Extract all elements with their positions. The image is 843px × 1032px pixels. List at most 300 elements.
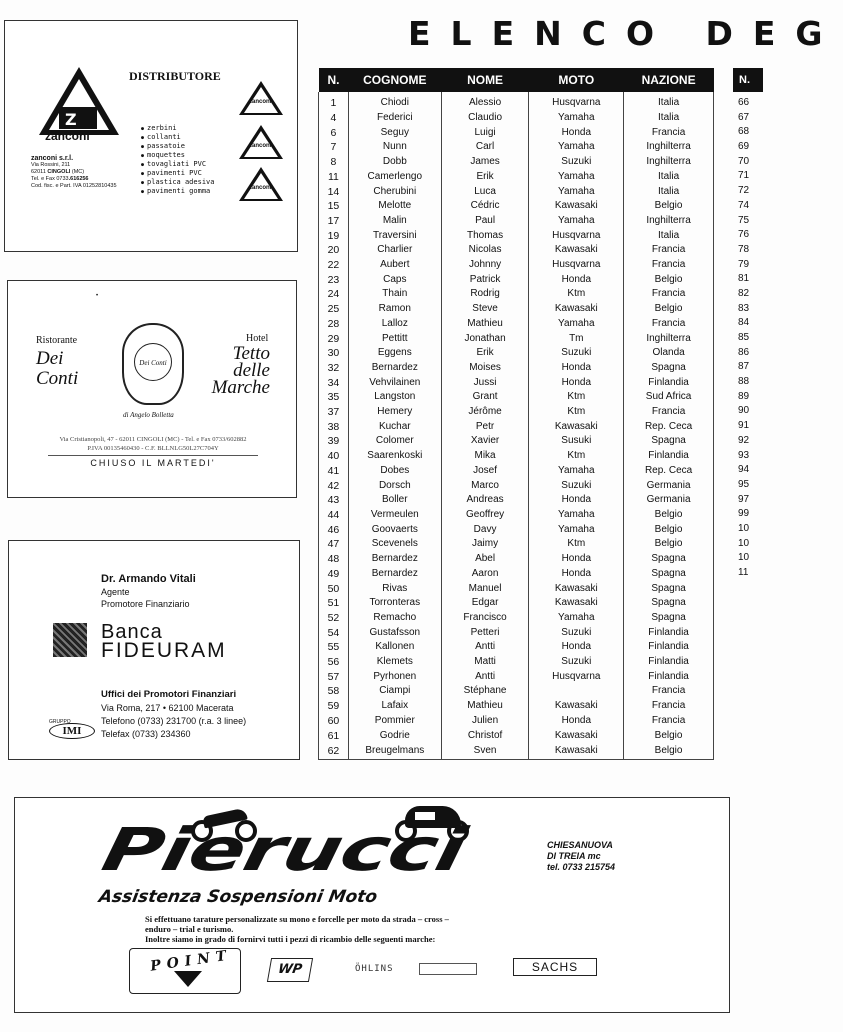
- rider-number: 24: [319, 287, 349, 302]
- rider-name: Grant: [441, 390, 529, 405]
- rider-surname: Cherubini: [348, 185, 441, 200]
- table-row: [319, 420, 714, 435]
- office-phone: Telefono (0733) 231700 (r.a. 3 linee): [101, 716, 247, 726]
- rider-name: Erik: [441, 346, 529, 361]
- rider-surname: Kallonen: [348, 640, 441, 655]
- rider-nation: Finlandia: [624, 670, 714, 685]
- table-row: [319, 714, 714, 729]
- rider-nation: Francia: [624, 317, 714, 332]
- ristorante-ad: [7, 280, 297, 498]
- rider-name: Patrick: [441, 273, 529, 288]
- rider-surname: Scevenels: [348, 537, 441, 552]
- rider-bike: Honda: [529, 552, 624, 567]
- table-row: [319, 493, 714, 508]
- rider-surname: Vehvilainen: [348, 376, 441, 391]
- rider-nation: Francia: [624, 714, 714, 729]
- rider-nation: Francia: [624, 684, 714, 699]
- rider-nation: Belgio: [624, 537, 714, 552]
- rider-nation: Francia: [624, 287, 714, 302]
- table-row: [319, 390, 714, 405]
- rider-number-2: 88: [738, 376, 750, 388]
- rider-nation: Inghilterra: [624, 140, 714, 155]
- rider-number-2: 68: [738, 126, 750, 138]
- rider-nation: Italia: [624, 229, 714, 244]
- table-row: [319, 626, 714, 641]
- rider-number: 54: [319, 626, 349, 641]
- rider-number: 47: [319, 537, 349, 552]
- table-row: [319, 743, 714, 759]
- rider-number: 60: [319, 714, 349, 729]
- rider-number: 52: [319, 611, 349, 626]
- rider-bike: Kawasaki: [529, 199, 624, 214]
- rider-bike: Kawasaki: [529, 582, 624, 597]
- rider-number: 19: [319, 229, 349, 244]
- rider-nation: Belgio: [624, 743, 714, 759]
- col-bike: MOTO: [529, 68, 624, 92]
- rider-number-2: 81: [738, 273, 750, 285]
- rider-name: Marco: [441, 479, 529, 494]
- ristorante-label: Ristorante: [36, 335, 78, 346]
- rider-bike: Honda: [529, 640, 624, 655]
- rider-number: 11: [319, 170, 349, 185]
- rider-surname: Dobes: [348, 464, 441, 479]
- rider-number: 38: [319, 420, 349, 435]
- ristorante-name: Dei Conti: [36, 348, 79, 389]
- rider-surname: Langston: [348, 390, 441, 405]
- table-row: [319, 258, 714, 273]
- rider-nation: Spagna: [624, 596, 714, 611]
- imi-logo-icon: IMI: [49, 723, 95, 739]
- rider-bike: Kawasaki: [529, 420, 624, 435]
- hotel-name: Tetto delle Marche: [211, 343, 270, 398]
- rider-number-2: 90: [738, 405, 750, 417]
- rider-name: Luca: [441, 185, 529, 200]
- rider-number: 46: [319, 523, 349, 538]
- rider-number: 8: [319, 155, 349, 170]
- rider-nation: Italia: [624, 185, 714, 200]
- rider-bike: Yamaha: [529, 508, 624, 523]
- rider-nation: Rep. Ceca: [624, 464, 714, 479]
- rider-name: Andreas: [441, 493, 529, 508]
- rider-surname: Federici: [348, 111, 441, 126]
- rider-nation: Francia: [624, 699, 714, 714]
- rider-surname: Breugelmans: [348, 743, 441, 759]
- rider-nation: Spagna: [624, 361, 714, 376]
- rider-surname: Melotte: [348, 199, 441, 214]
- rider-surname: Malin: [348, 214, 441, 229]
- table-row: [319, 684, 714, 699]
- rider-number: 40: [319, 449, 349, 464]
- bank-name-2: FIDEURAM: [101, 639, 227, 662]
- rider-name: Matti: [441, 655, 529, 670]
- list-item: ● zerbini: [141, 124, 214, 133]
- wp-logo: WP: [267, 958, 313, 982]
- hotel-label: Hotel: [246, 333, 269, 344]
- rider-name: Jérôme: [441, 405, 529, 420]
- pierucci-address: CHIESANUOVA DI TREIA mc tel. 0733 215754: [547, 840, 616, 872]
- rider-name: Carl: [441, 140, 529, 155]
- table-row: [319, 214, 714, 229]
- rider-name: Abel: [441, 552, 529, 567]
- rider-number: 50: [319, 582, 349, 597]
- rider-surname: Kuchar: [348, 420, 441, 435]
- rider-bike: Suzuki: [529, 155, 624, 170]
- brand-subtitle: Assistenza Sospensioni Moto: [97, 887, 379, 907]
- rider-surname: Colomer: [348, 434, 441, 449]
- rider-number-2: 74: [738, 199, 750, 211]
- rider-bike: Honda: [529, 567, 624, 582]
- rider-surname: Boller: [348, 493, 441, 508]
- rider-surname: Charlier: [348, 243, 441, 258]
- rider-nation: Italia: [624, 170, 714, 185]
- zanconi-small-logo-2: zanconi: [239, 125, 283, 159]
- rider-nation: Belgio: [624, 273, 714, 288]
- rider-name: James: [441, 155, 529, 170]
- rider-name: Davy: [441, 523, 529, 538]
- rider-number-2: 11: [738, 567, 749, 578]
- rider-number-2: 87: [738, 361, 750, 373]
- rider-nation: Belgio: [624, 302, 714, 317]
- rider-name: Xavier: [441, 434, 529, 449]
- rider-number-2: 69: [738, 141, 750, 153]
- table-row: [319, 567, 714, 582]
- rider-number: 37: [319, 405, 349, 420]
- rider-name: Thomas: [441, 229, 529, 244]
- imi-gruppo: GRUPPO: [49, 719, 71, 725]
- rider-number-2: 92: [738, 434, 750, 446]
- rider-bike: Yamaha: [529, 611, 624, 626]
- table-row: [319, 640, 714, 655]
- rider-surname: Vermeulen: [348, 508, 441, 523]
- rider-bike: Kawasaki: [529, 302, 624, 317]
- rider-surname: Torronteras: [348, 596, 441, 611]
- rider-number-2: 86: [738, 346, 750, 358]
- col-number-2: N.: [733, 68, 763, 92]
- rider-surname: Ciampi: [348, 684, 441, 699]
- rider-nation: Inghilterra: [624, 332, 714, 347]
- rider-bike: Kawasaki: [529, 699, 624, 714]
- rider-number: 43: [319, 493, 349, 508]
- rider-bike: Ktm: [529, 287, 624, 302]
- rider-number-2: 75: [738, 214, 750, 226]
- rider-number: 1: [319, 92, 349, 111]
- rider-name: Steve: [441, 302, 529, 317]
- rider-number-2: 10: [738, 537, 750, 549]
- rider-number: 39: [319, 434, 349, 449]
- rider-number: 48: [319, 552, 349, 567]
- rider-number: 62: [319, 743, 349, 759]
- rider-surname: Pyrhonen: [348, 670, 441, 685]
- rider-bike: Yamaha: [529, 464, 624, 479]
- riders-table-2: [733, 68, 763, 581]
- rider-number-2: 76: [738, 229, 750, 241]
- table-row: [319, 361, 714, 376]
- rider-name: Josef: [441, 464, 529, 479]
- rider-name: Stéphane: [441, 684, 529, 699]
- rider-surname: Chiodi: [348, 92, 441, 111]
- rider-surname: Seguy: [348, 126, 441, 141]
- rider-number-2: 78: [738, 243, 750, 255]
- ristorante-address: Via Cristianopoli, 47 - 62011 CINGOLI (MC) - Tel. e Fax 0733/602882: [59, 436, 247, 443]
- table-row: [319, 405, 714, 420]
- point-logo: POINT: [129, 948, 241, 994]
- rider-number: 41: [319, 464, 349, 479]
- rider-bike: Suzuki: [529, 479, 624, 494]
- rider-bike: Honda: [529, 126, 624, 141]
- rider-number-2: 85: [738, 332, 750, 343]
- rider-surname: Rivas: [348, 582, 441, 597]
- rider-number: 6: [319, 126, 349, 141]
- rider-surname: Nunn: [348, 140, 441, 155]
- rider-surname: Bernardez: [348, 361, 441, 376]
- rider-number-2: 72: [738, 185, 750, 197]
- rider-nation: Rep. Ceca: [624, 420, 714, 435]
- rider-number-2: 82: [738, 287, 750, 299]
- rider-bike: Yamaha: [529, 111, 624, 126]
- rider-bike: Honda: [529, 273, 624, 288]
- ohlins-logo: ÖHLINS: [355, 964, 394, 974]
- zanconi-logo-text: zanconi: [45, 129, 90, 143]
- rider-bike: Kawasaki: [529, 729, 624, 744]
- rider-nation: Belgio: [624, 508, 714, 523]
- rider-name: Rodrig: [441, 287, 529, 302]
- rider-surname: Camerlengo: [348, 170, 441, 185]
- rider-number-2: 10: [738, 522, 750, 534]
- rider-name: Mika: [441, 449, 529, 464]
- product-list: [141, 124, 214, 196]
- rider-number-2: 83: [738, 302, 750, 314]
- rider-nation: Inghilterra: [624, 214, 714, 229]
- table-row: [319, 229, 714, 244]
- table-row: [319, 317, 714, 332]
- rider-number-2: 89: [738, 390, 750, 402]
- rider-nation: Finlandia: [624, 640, 714, 655]
- table-row: [319, 92, 714, 111]
- table-row: [319, 655, 714, 670]
- rider-name: Petr: [441, 420, 529, 435]
- closed-notice: CHIUSO IL MARTEDI': [90, 458, 216, 468]
- rider-bike: Yamaha: [529, 523, 624, 538]
- rider-bike: Yamaha: [529, 185, 624, 200]
- table-row: [319, 479, 714, 494]
- rider-nation: Spagna: [624, 582, 714, 597]
- rider-nation: Finlandia: [624, 626, 714, 641]
- table-row: [319, 126, 714, 141]
- table-header-row: [319, 68, 714, 92]
- bank-name: Banca: [101, 621, 163, 643]
- table-row: [319, 729, 714, 744]
- table-row: [319, 376, 714, 391]
- rider-bike: Suzuki: [529, 346, 624, 361]
- rider-name: Julien: [441, 714, 529, 729]
- rider-number: 34: [319, 376, 349, 391]
- rider-name: Luigi: [441, 126, 529, 141]
- table-row: [319, 111, 714, 126]
- rider-name: Alessio: [441, 92, 529, 111]
- rider-name: Aaron: [441, 567, 529, 582]
- rider-name: Jonathan: [441, 332, 529, 347]
- owner: di Angelo Bolletta: [123, 411, 174, 419]
- rider-number-2: 91: [738, 420, 750, 432]
- rider-surname: Goovaerts: [348, 523, 441, 538]
- brand-name: Pierucci: [96, 816, 471, 885]
- rider-number: 4: [319, 111, 349, 126]
- rider-number: 23: [319, 273, 349, 288]
- table-row: [319, 611, 714, 626]
- rider-surname: Saarenkoski: [348, 449, 441, 464]
- rider-number: 59: [319, 699, 349, 714]
- rider-number-2: 95: [738, 478, 750, 490]
- rider-bike: Kawasaki: [529, 596, 624, 611]
- table-row: [319, 464, 714, 479]
- rider-name: Johnny: [441, 258, 529, 273]
- rider-surname: Dorsch: [348, 479, 441, 494]
- rider-number-2: 67: [738, 111, 750, 123]
- rider-number: 22: [319, 258, 349, 273]
- rider-name: Moises: [441, 361, 529, 376]
- rider-surname: Bernardez: [348, 567, 441, 582]
- rider-surname: Remacho: [348, 611, 441, 626]
- table-row: [319, 273, 714, 288]
- list-item: ● pavimenti PVC: [141, 169, 214, 178]
- zanconi-address: zanconi s.r.l. Via Rossini, 211 62011 CINGOLI (MC) Tel. e Fax 0733.616256 Cod. fisc. e Part. IVA 01252810435: [31, 155, 117, 189]
- zanconi-small-logo-3: zanconi: [239, 167, 283, 201]
- rider-name: Geoffrey: [441, 508, 529, 523]
- rider-surname: Bernardez: [348, 552, 441, 567]
- rider-bike: Honda: [529, 493, 624, 508]
- rider-surname: Traversini: [348, 229, 441, 244]
- rider-bike: Suzuki: [529, 655, 624, 670]
- rider-number: 20: [319, 243, 349, 258]
- table-row: [319, 170, 714, 185]
- rider-nation: Francia: [624, 243, 714, 258]
- rider-number: 49: [319, 567, 349, 582]
- table-row: [319, 537, 714, 552]
- rider-nation: Spagna: [624, 552, 714, 567]
- rider-nation: Francia: [624, 126, 714, 141]
- rider-bike: Ktm: [529, 405, 624, 420]
- rider-bike: Honda: [529, 376, 624, 391]
- rider-surname: Gustafsson: [348, 626, 441, 641]
- table-row: [319, 155, 714, 170]
- rider-bike: Susuki: [529, 434, 624, 449]
- rider-number: 55: [319, 640, 349, 655]
- rider-nation: Spagna: [624, 611, 714, 626]
- rider-number: 35: [319, 390, 349, 405]
- rider-number-2: 84: [738, 317, 750, 329]
- rider-number: 25: [319, 302, 349, 317]
- rider-number-2: 79: [738, 258, 750, 270]
- sachs-stripe-logo: [419, 963, 477, 975]
- riders-table: [318, 68, 714, 760]
- table-row: [319, 243, 714, 258]
- rider-nation: Francia: [624, 258, 714, 273]
- distributor-heading: DISTRIBUTORE: [129, 69, 221, 83]
- table-row: [319, 199, 714, 214]
- rider-number: 58: [319, 684, 349, 699]
- dot-mark: •: [96, 293, 99, 299]
- rider-number: 7: [319, 140, 349, 155]
- rider-name: Cédric: [441, 199, 529, 214]
- rider-number: 61: [319, 729, 349, 744]
- office-street: Via Roma, 217 • 62100 Macerata: [101, 703, 234, 713]
- rider-nation: Spagna: [624, 434, 714, 449]
- rider-nation: Italia: [624, 92, 714, 111]
- table-row: [319, 699, 714, 714]
- col-nation: NAZIONE: [624, 68, 714, 92]
- rider-number: 14: [319, 185, 349, 200]
- fideuram-logo-icon: [53, 623, 87, 657]
- rider-nation: Sud Africa: [624, 390, 714, 405]
- rider-bike: Ktm: [529, 390, 624, 405]
- sachs-logo: SACHS: [513, 958, 597, 976]
- office-title: Uffici dei Promotori Finanziari: [101, 689, 237, 700]
- col-surname: COGNOME: [348, 68, 441, 92]
- z-icon: Z: [65, 110, 77, 129]
- rider-number-2: 70: [738, 155, 750, 167]
- list-item: ● tovagliati PVC: [141, 160, 214, 169]
- list-item: ● collanti: [141, 133, 214, 142]
- table-row: [319, 302, 714, 317]
- agent-role: Agente: [101, 587, 130, 597]
- table-row: [319, 449, 714, 464]
- table-row: [319, 508, 714, 523]
- rider-name: Erik: [441, 170, 529, 185]
- rider-surname: Eggens: [348, 346, 441, 361]
- table-row: [319, 670, 714, 685]
- rider-nation: Belgio: [624, 199, 714, 214]
- rider-bike: Yamaha: [529, 214, 624, 229]
- rider-bike: Yamaha: [529, 140, 624, 155]
- rider-bike: Husqvarna: [529, 92, 624, 111]
- page-edge-mark: [0, 1024, 120, 1032]
- list-item: ● moquettes: [141, 151, 214, 160]
- rider-nation: Spagna: [624, 567, 714, 582]
- riders-table-body: [319, 92, 714, 759]
- rider-name: Sven: [441, 743, 529, 759]
- rider-bike: Ktm: [529, 537, 624, 552]
- ristorante-vat: P.IVA 00135460430 - C.F. BLLNLG50L27C704Y: [87, 445, 219, 452]
- rider-name: Jussi: [441, 376, 529, 391]
- rider-number: 30: [319, 346, 349, 361]
- banca-ad: [8, 540, 300, 760]
- rider-number: 28: [319, 317, 349, 332]
- rider-bike: Honda: [529, 361, 624, 376]
- table-row: [319, 582, 714, 597]
- table-row: [319, 596, 714, 611]
- rider-bike: Ktm: [529, 449, 624, 464]
- rider-surname: Aubert: [348, 258, 441, 273]
- agent-role-2: Promotore Finanziario: [101, 599, 190, 609]
- rider-number: 56: [319, 655, 349, 670]
- rider-nation: Germania: [624, 479, 714, 494]
- table-row: [319, 140, 714, 155]
- rider-name: Manuel: [441, 582, 529, 597]
- page-title: ELENCO DEG: [408, 14, 843, 53]
- rider-surname: Lafaix: [348, 699, 441, 714]
- rider-number: 29: [319, 332, 349, 347]
- list-item: ● passatoie: [141, 142, 214, 151]
- list-item: ● pavimenti gomma: [141, 187, 214, 196]
- rider-number: 15: [319, 199, 349, 214]
- office-fax: Telefax (0733) 234360: [101, 729, 191, 739]
- rider-number-2: 97: [738, 493, 750, 505]
- rider-name: Francisco: [441, 611, 529, 626]
- rider-nation: Francia: [624, 405, 714, 420]
- rider-nation: Finlandia: [624, 376, 714, 391]
- table-row: [319, 552, 714, 567]
- rider-number-2: 99: [738, 508, 750, 520]
